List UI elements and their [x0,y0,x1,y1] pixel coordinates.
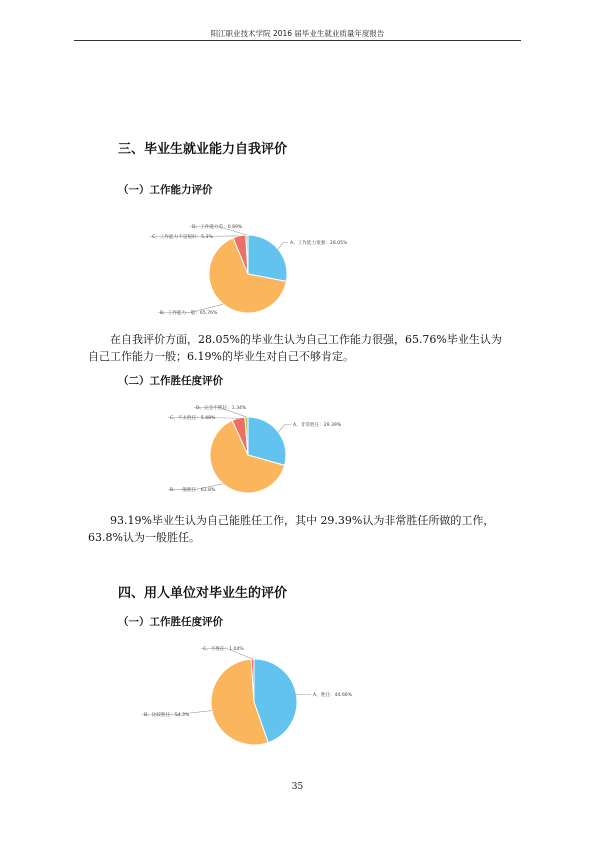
header-title: 阳江职业技术学院 2016 届毕业生就业质量年度报告 [210,29,385,38]
pie-slice [248,235,287,281]
pie-slices [211,659,297,745]
paragraph-line: 63.8%认为一般胜任。 [88,531,200,544]
section-heading-employer-evaluation: 四、用人单位对毕业生的评价 [118,586,288,601]
pie-chart-employer-competence [130,640,410,755]
pie-slices [209,235,287,313]
pie-slice-label: B、一般胜任：63.8% [170,488,216,493]
pie-leader-line [278,243,288,250]
pie-slice-label: C、不太胜任：5.48% [170,416,216,421]
pie-slice-label: D、完全不胜任：1.34% [196,406,247,411]
paragraph-line: 93.19%毕业生认为自己能胜任工作，其中 29.39%认为非常胜任所做的工作， [110,514,495,527]
pie-slice-label: C、工作能力不是很好：5.3% [152,235,213,240]
paragraph-line: 在自我评价方面，28.05%的毕业生认为自己工作能力很强，65.76%毕业生认为 [110,333,502,346]
pie-chart-work-ability [130,218,410,326]
paragraph-job-competence [88,512,548,546]
pie-slices [210,417,286,493]
pie-slice-label: A、胜任：44.66% [313,693,353,698]
header-divider [74,40,521,41]
pie-slice-label: B、工作能力一般：65.76% [160,311,218,316]
paragraph-work-ability [88,331,548,365]
pie-chart-job-competence [130,400,410,500]
pie-slice-label: A、工作能力很强：28.05% [290,241,348,246]
pie-slice-label: D、工作能力差：0.89% [192,225,243,230]
section-heading-self-evaluation: 三、毕业生就业能力自我评价 [118,142,288,157]
page-number: 35 [291,782,304,792]
pie-slice-label: B、比较胜任：54.3% [144,713,190,718]
paragraph-line: 自己工作能力一般；6.19%的毕业生对自己不够肯定。 [88,350,354,363]
subheading-job-competence: （二）工作胜任度评价 [118,375,223,387]
pie-slice-label: C、不胜任：1.04% [203,647,244,652]
subheading-work-ability: （一）工作能力评价 [118,184,213,196]
subheading-employer-competence: （一）工作胜任度评价 [118,616,223,628]
pie-slice-label: A、非常胜任：29.39% [293,423,342,428]
pie-leader-line [278,425,291,433]
